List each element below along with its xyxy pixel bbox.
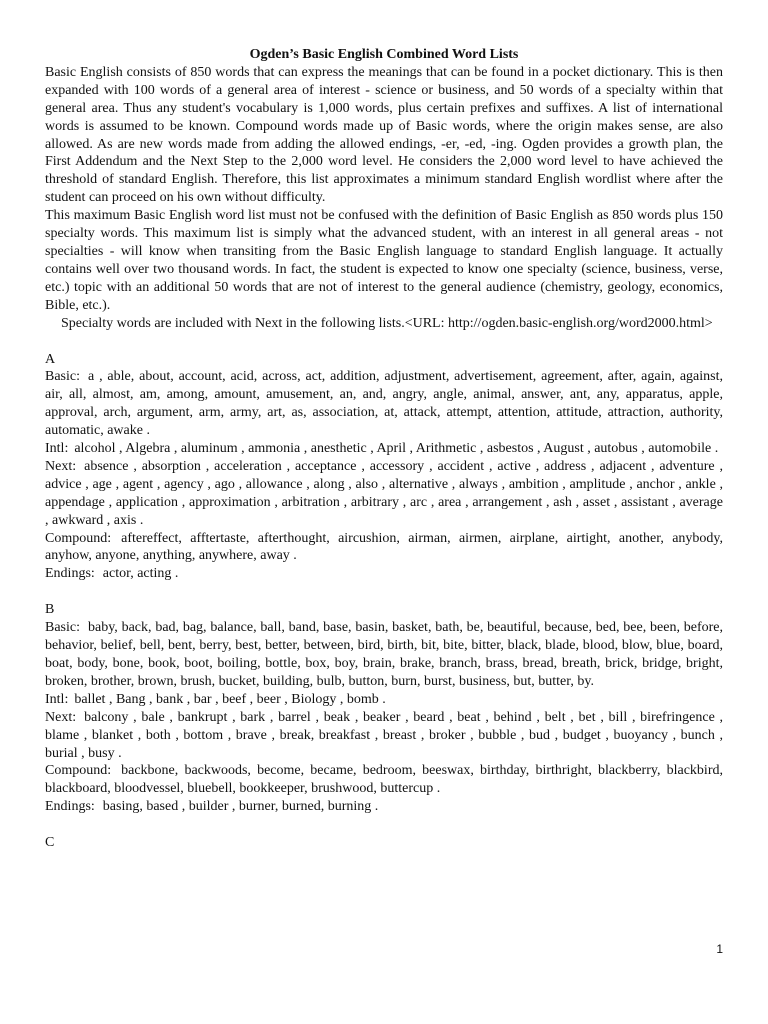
section-a — [45, 351, 723, 584]
endings-words-line — [45, 565, 723, 583]
document-body — [45, 46, 723, 852]
spacer — [45, 816, 723, 834]
intl-words: alcohol , Algebra , aluminum , ammonia , anesthetic , April , Arithmetic , asbestos , August , autobus , automobile . — [74, 441, 719, 457]
intro-paragraph-1: Basic English consists of 850 words that can express the meanings that can be found in a pocket dictionary. This is then expanded with 100 words of a general area of interest - science or business, and 50 words of a specialty within that general area. Thus any student's vocabulary is 1,000 words, plus certain prefixes and suffixes. A list of international words is assumed to be known. Compound words made up of Basic words, where the origin makes sense, are also allowed. As are new words made from adding the allowed endings, -er, -ed, -ing. Ogden provides a growth plan, the First Addendum and the Next Step to the 2,000 word level. He considers the 2,000 word level to have achieved the threshold of standard English. Therefore, this list approximates a minimum standard English wordlist where after the student can proceed on his own without difficulty. — [45, 64, 723, 206]
endings-label: Endings: — [45, 799, 95, 815]
intl-label: Intl: — [45, 691, 69, 707]
basic-words: a , able, about, account, acid, across, act, addition, adjustment, advertisement, agreement, after, again, against, air, all, almost, am, among, amount, amusement, an, and, angry, angle, animal, answer, ant, any, apparatus, apple, approval, arch, argument, arm, army, art, as, association, at, attack, attempt, attention, attitude, attraction, authority, automatic, awake . — [45, 369, 723, 439]
compound-words-line — [45, 762, 723, 798]
next-words: absence , absorption , acceleration , acceptance , accessory , accident , active , address , adjacent , adventure , advice , age , agent , agency , ago , allowance , along , also , alternative , always , ambition , amplitude , anchor , ankle , appendage , application , approximation , arbitration , arbitrary , arc , area , arrangement , ash , asset , assistant , average , awkward , axis . — [45, 458, 723, 528]
endings-words-line — [45, 798, 723, 816]
section-letter: C — [45, 835, 55, 851]
next-words-line — [45, 458, 723, 530]
basic-label: Basic: — [45, 620, 80, 636]
next-words: balcony , bale , bankrupt , bark , barrel , beak , beaker , beard , beat , behind , belt , bet , bill , birefringence , blame , blanket , both , bottom , brave , break, breakfast , breast , broker , bubble , bud , budget , buoyancy , bunch , burial , busy . — [45, 709, 723, 761]
intl-words-line — [45, 691, 723, 709]
basic-words-line — [45, 368, 723, 440]
next-words-line — [45, 709, 723, 763]
endings-words: basing, based , builder , burner, burned, burning . — [102, 799, 379, 815]
compound-label: Compound: — [45, 530, 112, 546]
basic-words: baby, back, bad, bag, balance, ball, band, base, basin, basket, bath, be, beautiful, because, bed, bee, been, before, behavior, belief, bell, bent, berry, best, better, between, bird, birth, bit, bite, bitter, black, blade, blood, blow, blue, board, boat, body, bone, book, boot, boiling, bottle, box, boy, brain, brake, branch, brass, bread, breath, brick, bridge, bright, broken, brother, brown, brush, bucket, building, bulb, button, burn, burst, business, but, butter, by. — [45, 620, 723, 689]
compound-label: Compound: — [45, 763, 112, 779]
spacer — [45, 333, 723, 351]
basic-words-line — [45, 619, 723, 691]
compound-words: aftereffect, afftertaste, afterthought, aircushion, airman, airmen, airplane, airtight, another, anybody, anyhow, anyone, anything, anywhere, away . — [45, 530, 723, 564]
intro-paragraph-2: This maximum Basic English word list must not be confused with the definition of Basic English as 850 words plus 150 specialty words. This maximum list is simply what the advanced student, with an interest in all general areas - not specialties - will know when transiting from the Basic English language to standard English language. It actually contains well over two thousand words. In fact, the student is expected to know one specialty (science, business, verse, etc.) topic with an additional 50 words that are not of interest to the general audience (chemistry, geology, economics, Bible, etc.). — [45, 208, 723, 313]
page-number: 1 — [716, 942, 723, 956]
section-letter: B — [45, 602, 55, 618]
endings-label: Endings: — [45, 566, 95, 582]
endings-words: actor, acting . — [102, 566, 179, 582]
compound-words-line — [45, 530, 723, 566]
next-label: Next: — [45, 709, 77, 725]
intro-paragraph-3: Specialty words are included with Next in the following lists.<URL: http://ogden.basic-english.org/word2000.html> — [61, 315, 713, 331]
section-letter: A — [45, 351, 56, 367]
intl-words: ballet , Bang , bank , bar , beef , beer , Biology , bomb . — [74, 691, 386, 707]
spacer — [45, 583, 723, 601]
section-b — [45, 601, 723, 816]
section-c — [45, 834, 723, 852]
basic-label: Basic: — [45, 369, 80, 385]
page-title: Ogden’s Basic English Combined Word Lists — [249, 47, 519, 62]
next-label: Next: — [45, 458, 77, 474]
intl-label: Intl: — [45, 441, 69, 457]
compound-words: backbone, backwoods, become, became, bedroom, beeswax, birthday, birthright, blackberry, blackbird, blackboard, bloodvessel, bluebell, bookkeeper, brushwood, buttercup . — [45, 763, 723, 797]
intl-words-line — [45, 440, 723, 458]
